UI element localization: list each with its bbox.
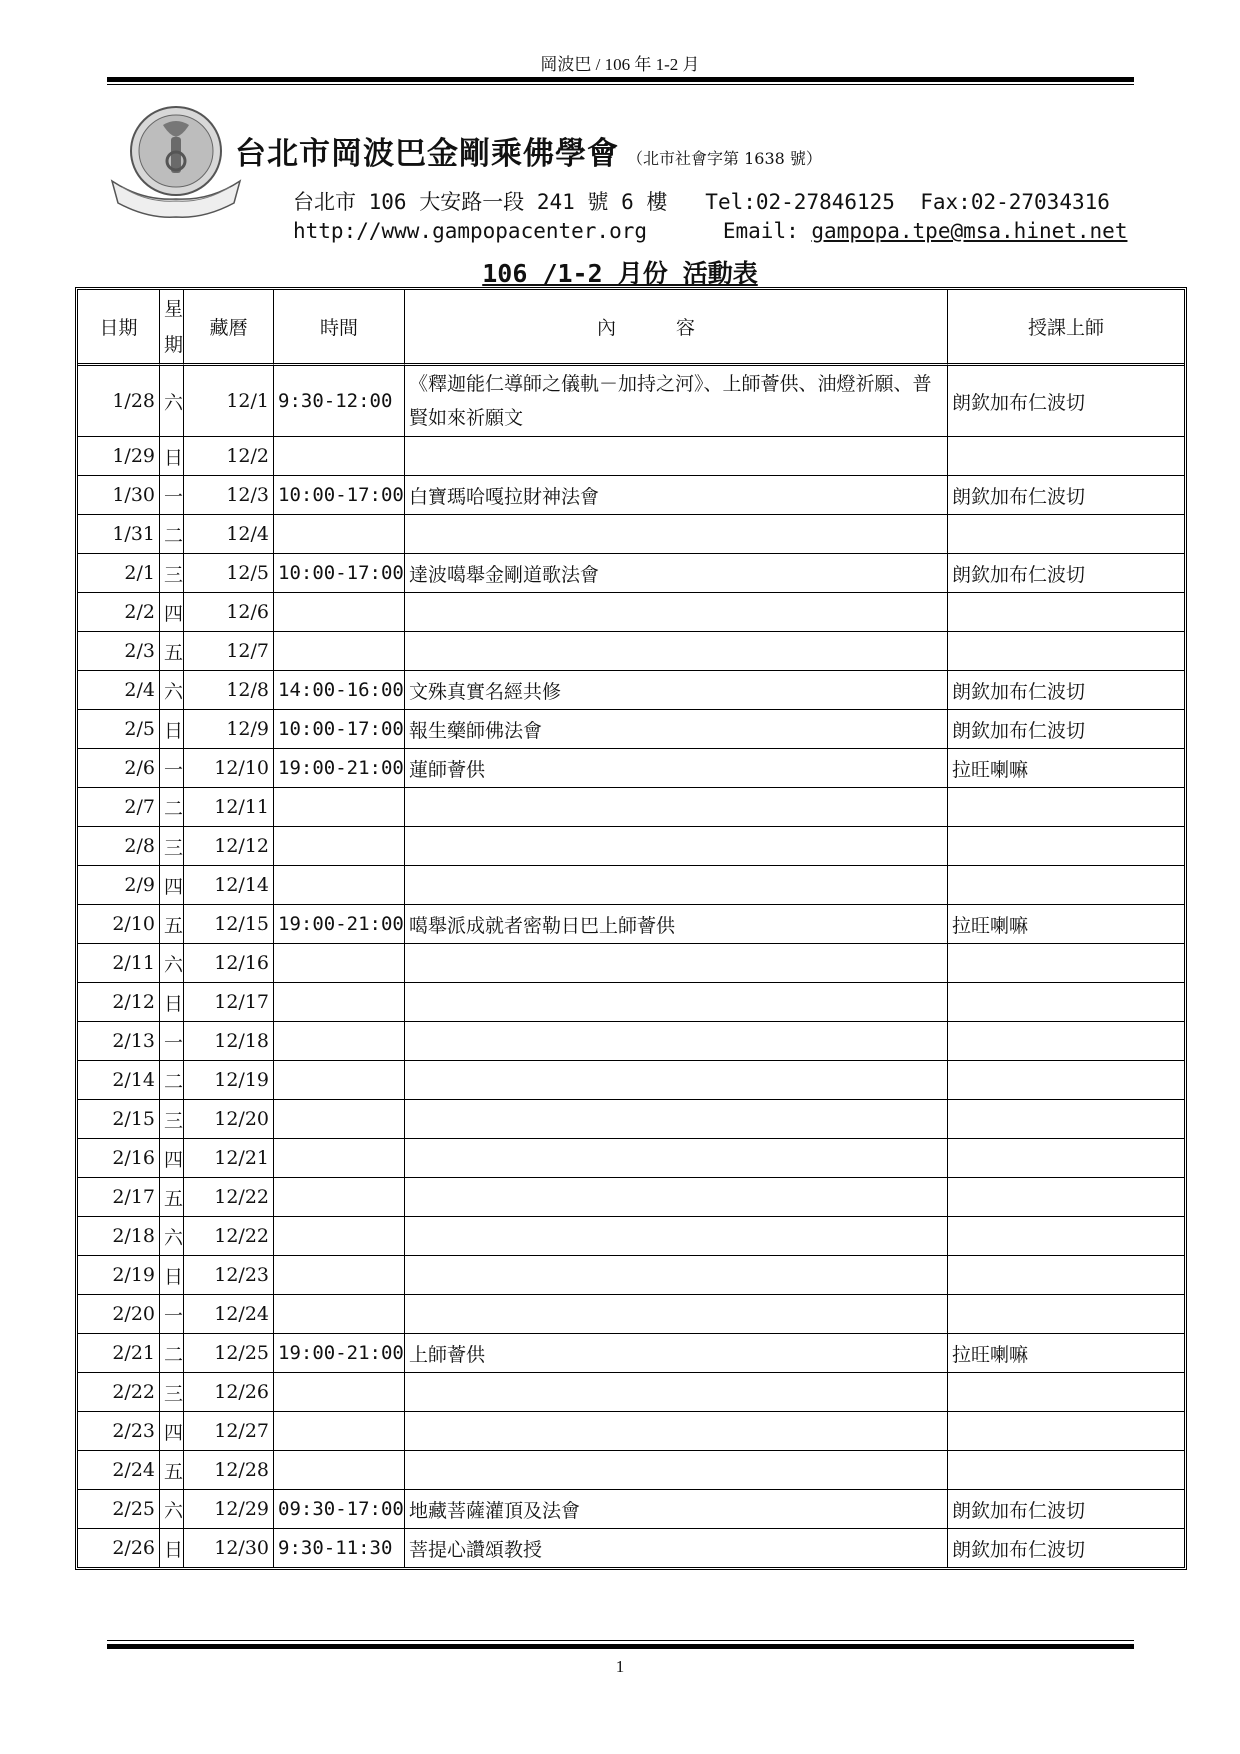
cell-teacher — [948, 632, 1184, 671]
table-row — [78, 944, 1184, 983]
cell-teacher: 朗欽加布仁波切 — [948, 366, 1184, 437]
cell-content: 菩提心讚頌教授 — [405, 1529, 948, 1567]
cell-date: 2/11 — [78, 944, 160, 983]
table-row — [78, 1022, 1184, 1061]
cell-content: 地藏菩薩灌頂及法會 — [405, 1490, 948, 1529]
cell-content — [405, 437, 948, 476]
cell-weekday: 一 — [160, 476, 184, 515]
cell-time — [274, 1373, 405, 1412]
website-link[interactable]: http://www.gampopacenter.org — [293, 219, 648, 243]
cell-time: 09:30-17:00 — [274, 1490, 405, 1529]
cell-content: 達波噶舉金剛道歌法會 — [405, 554, 948, 593]
cell-content: 《釋迦能仁導師之儀軌－加持之河》、上師薈供、油燈祈願、普賢如來祈願文 — [405, 366, 948, 437]
cell-tibetan-date: 12/18 — [184, 1022, 274, 1061]
cell-content — [405, 1100, 948, 1139]
cell-date: 2/5 — [78, 710, 160, 749]
cell-time — [274, 1256, 405, 1295]
organization-name-text: 台北市岡波巴金剛乘佛學會 — [235, 136, 619, 172]
cell-tibetan-date: 12/7 — [184, 632, 274, 671]
cell-time: 9:30-12:00 — [274, 366, 405, 437]
cell-content: 蓮師薈供 — [405, 749, 948, 788]
gampopa-logo — [108, 103, 248, 225]
cell-tibetan-date: 12/20 — [184, 1100, 274, 1139]
cell-content: 文殊真實名經共修 — [405, 671, 948, 710]
cell-time — [274, 1295, 405, 1334]
cell-date: 2/8 — [78, 827, 160, 866]
cell-tibetan-date: 12/16 — [184, 944, 274, 983]
cell-date: 2/7 — [78, 788, 160, 827]
cell-tibetan-date: 12/2 — [184, 437, 274, 476]
cell-date: 1/31 — [78, 515, 160, 554]
cell-content — [405, 944, 948, 983]
table-row — [78, 905, 1184, 944]
cell-weekday: 六 — [160, 1217, 184, 1256]
cell-time: 19:00-21:00 — [274, 749, 405, 788]
cell-teacher — [948, 866, 1184, 905]
cell-tibetan-date: 12/5 — [184, 554, 274, 593]
cell-teacher — [948, 1139, 1184, 1178]
table-row — [78, 1412, 1184, 1451]
table-row — [78, 1178, 1184, 1217]
cell-time — [274, 1451, 405, 1490]
cell-date: 2/16 — [78, 1139, 160, 1178]
cell-weekday: 二 — [160, 1061, 184, 1100]
cell-teacher — [948, 437, 1184, 476]
cell-tibetan-date: 12/6 — [184, 593, 274, 632]
cell-weekday: 四 — [160, 1412, 184, 1451]
cell-teacher — [948, 515, 1184, 554]
cell-tibetan-date: 12/4 — [184, 515, 274, 554]
cell-weekday: 五 — [160, 905, 184, 944]
cell-weekday: 日 — [160, 437, 184, 476]
cell-time — [274, 866, 405, 905]
table-row — [78, 1256, 1184, 1295]
cell-weekday: 三 — [160, 1373, 184, 1412]
header-rule-thin — [107, 84, 1134, 85]
cell-teacher — [948, 593, 1184, 632]
cell-content: 白寶瑪哈嘎拉財神法會 — [405, 476, 948, 515]
cell-tibetan-date: 12/26 — [184, 1373, 274, 1412]
cell-content — [405, 1412, 948, 1451]
table-row — [78, 1217, 1184, 1256]
cell-weekday: 三 — [160, 1100, 184, 1139]
cell-weekday: 五 — [160, 1451, 184, 1490]
table-row — [78, 593, 1184, 632]
table-row — [78, 1373, 1184, 1412]
cell-date: 2/9 — [78, 866, 160, 905]
cell-weekday: 三 — [160, 554, 184, 593]
cell-time: 10:00-17:00 — [274, 476, 405, 515]
cell-date: 2/6 — [78, 749, 160, 788]
cell-content — [405, 1022, 948, 1061]
table-row — [78, 827, 1184, 866]
cell-teacher — [948, 1100, 1184, 1139]
header-rule-thick — [107, 77, 1134, 82]
cell-teacher: 朗欽加布仁波切 — [948, 671, 1184, 710]
cell-teacher — [948, 944, 1184, 983]
cell-weekday: 日 — [160, 710, 184, 749]
cell-weekday: 日 — [160, 1256, 184, 1295]
cell-tibetan-date: 12/3 — [184, 476, 274, 515]
registration-number: （北市社會字第 1638 號） — [627, 149, 822, 168]
cell-teacher: 朗欽加布仁波切 — [952, 1538, 1086, 1561]
cell-weekday: 一 — [160, 1295, 184, 1334]
cell-time: 10:00-17:00 — [274, 710, 405, 749]
cell-content: 噶舉派成就者密勒日巴上師薈供 — [405, 905, 948, 944]
cell-time: 9:30-11:30 — [274, 1529, 405, 1567]
cell-content — [405, 827, 948, 866]
cell-tibetan-date: 12/29 — [184, 1490, 274, 1529]
cell-weekday: 五 — [160, 1178, 184, 1217]
cell-date: 2/10 — [78, 905, 160, 944]
cell-content — [405, 983, 948, 1022]
contact-line-1 — [293, 186, 1110, 216]
table-row — [78, 1139, 1184, 1178]
fax-text: Fax:02-27034316 — [920, 190, 1110, 214]
cell-teacher — [948, 1022, 1184, 1061]
cell-teacher — [948, 827, 1184, 866]
cell-time: 19:00-21:00 — [274, 1334, 405, 1373]
cell-tibetan-date: 12/28 — [184, 1451, 274, 1490]
table-row — [78, 632, 1184, 671]
header-content: 內容 — [405, 290, 948, 366]
cell-date: 2/1 — [78, 554, 160, 593]
cell-date: 2/14 — [78, 1061, 160, 1100]
cell-content — [405, 1451, 948, 1490]
cell-time — [274, 515, 405, 554]
cell-teacher: 拉旺喇嘛 — [948, 749, 1184, 788]
cell-teacher — [948, 1256, 1184, 1295]
cell-tibetan-date: 12/17 — [184, 983, 274, 1022]
cell-tibetan-date: 12/9 — [184, 710, 274, 749]
cell-date: 2/2 — [78, 593, 160, 632]
cell-content — [405, 1178, 948, 1217]
table-row — [78, 671, 1184, 710]
table-row — [78, 1529, 1184, 1567]
table-row — [78, 476, 1184, 515]
cell-tibetan-date: 12/27 — [184, 1412, 274, 1451]
table-row — [78, 749, 1184, 788]
cell-teacher — [948, 1373, 1184, 1412]
cell-date: 2/3 — [78, 632, 160, 671]
table-row — [78, 1490, 1184, 1529]
table-header-row — [78, 290, 1184, 366]
table-row — [78, 366, 1184, 437]
cell-weekday: 二 — [160, 788, 184, 827]
activity-schedule-table — [75, 287, 1187, 1570]
organization-name — [235, 128, 822, 173]
cell-teacher: 朗欽加布仁波切 — [948, 710, 1184, 749]
cell-tibetan-date: 12/21 — [184, 1139, 274, 1178]
cell-weekday: 二 — [160, 1334, 184, 1373]
cell-weekday: 六 — [160, 1490, 184, 1529]
cell-date: 1/29 — [78, 437, 160, 476]
cell-teacher — [948, 788, 1184, 827]
cell-time — [274, 1139, 405, 1178]
cell-tibetan-date: 12/12 — [184, 827, 274, 866]
cell-weekday: 六 — [160, 944, 184, 983]
cell-time — [274, 788, 405, 827]
table-row — [78, 983, 1184, 1022]
cell-teacher — [948, 1178, 1184, 1217]
cell-tibetan-date: 12/30 — [184, 1529, 274, 1567]
cell-date: 1/28 — [78, 366, 160, 437]
cell-tibetan-date: 12/22 — [184, 1178, 274, 1217]
cell-date: 2/23 — [78, 1412, 160, 1451]
cell-content: 報生藥師佛法會 — [405, 710, 948, 749]
table-row — [78, 1100, 1184, 1139]
header-time: 時間 — [274, 290, 405, 366]
table-row — [78, 710, 1184, 749]
cell-time — [274, 593, 405, 632]
email-link[interactable]: gampopa.tpe@msa.hinet.net — [811, 219, 1128, 243]
cell-date: 2/4 — [78, 671, 160, 710]
cell-time — [274, 437, 405, 476]
footer-rule-thick — [107, 1644, 1134, 1649]
cell-weekday: 一 — [160, 749, 184, 788]
table-row — [78, 1334, 1184, 1373]
cell-time — [274, 827, 405, 866]
cell-content — [405, 1256, 948, 1295]
cell-date: 2/25 — [78, 1490, 160, 1529]
cell-time — [274, 632, 405, 671]
cell-time: 14:00-16:00 — [274, 671, 405, 710]
cell-teacher: 朗欽加布仁波切 — [948, 1490, 1184, 1529]
cell-teacher — [948, 1412, 1184, 1451]
table-row — [78, 1061, 1184, 1100]
cell-weekday: 四 — [160, 866, 184, 905]
cell-date: 2/13 — [78, 1022, 160, 1061]
cell-tibetan-date: 12/14 — [184, 866, 274, 905]
schedule-body — [78, 366, 1184, 1567]
table-row — [78, 788, 1184, 827]
cell-date: 2/20 — [78, 1295, 160, 1334]
cell-tibetan-date: 12/10 — [184, 749, 274, 788]
header-weekday: 星期 — [160, 290, 184, 366]
cell-date: 2/24 — [78, 1451, 160, 1490]
cell-weekday: 一 — [160, 1022, 184, 1061]
cell-date: 2/26 — [78, 1529, 160, 1567]
cell-time — [274, 1100, 405, 1139]
cell-tibetan-date: 12/25 — [184, 1334, 274, 1373]
cell-teacher — [948, 983, 1184, 1022]
cell-tibetan-date: 12/23 — [184, 1256, 274, 1295]
cell-teacher — [948, 1295, 1184, 1334]
cell-time — [274, 944, 405, 983]
cell-teacher: 朗欽加布仁波切 — [948, 476, 1184, 515]
cell-content — [405, 866, 948, 905]
cell-tibetan-date: 12/15 — [184, 905, 274, 944]
table-row — [78, 1451, 1184, 1490]
header-tibetan-calendar: 藏曆 — [184, 290, 274, 366]
cell-teacher — [948, 1451, 1184, 1490]
email-label: Email: — [722, 219, 812, 243]
cell-content — [405, 1217, 948, 1256]
cell-weekday: 五 — [160, 632, 184, 671]
cell-date: 2/22 — [78, 1373, 160, 1412]
cell-weekday: 四 — [160, 593, 184, 632]
table-row — [78, 437, 1184, 476]
cell-tibetan-date: 12/1 — [184, 366, 274, 437]
cell-content — [405, 593, 948, 632]
cell-time — [274, 1412, 405, 1451]
cell-content — [405, 515, 948, 554]
table-row — [78, 866, 1184, 905]
cell-teacher — [948, 1061, 1184, 1100]
header-teacher: 授課上師 — [948, 290, 1184, 366]
cell-weekday: 六 — [160, 366, 184, 437]
footer-rule-thin — [107, 1640, 1134, 1641]
cell-content — [405, 632, 948, 671]
cell-date: 1/30 — [78, 476, 160, 515]
cell-content — [405, 1295, 948, 1334]
cell-tibetan-date: 12/11 — [184, 788, 274, 827]
cell-content — [405, 1061, 948, 1100]
cell-time — [274, 1022, 405, 1061]
cell-weekday: 六 — [160, 671, 184, 710]
cell-weekday: 四 — [160, 1139, 184, 1178]
table-row — [78, 1295, 1184, 1334]
cell-weekday: 三 — [160, 827, 184, 866]
cell-teacher: 朗欽加布仁波切 — [948, 554, 1184, 593]
running-header: 岡波巴 / 106 年 1-2 月 — [540, 55, 700, 74]
cell-time — [274, 1061, 405, 1100]
cell-date: 2/15 — [78, 1100, 160, 1139]
cell-time — [274, 983, 405, 1022]
tel-text: Tel:02-27846125 — [705, 190, 895, 214]
table-row — [78, 515, 1184, 554]
cell-date: 2/21 — [78, 1334, 160, 1373]
cell-tibetan-date: 12/24 — [184, 1295, 274, 1334]
cell-content — [405, 1373, 948, 1412]
cell-date: 2/19 — [78, 1256, 160, 1295]
cell-teacher — [948, 1217, 1184, 1256]
cell-date: 2/12 — [78, 983, 160, 1022]
cell-tibetan-date: 12/19 — [184, 1061, 274, 1100]
cell-time — [274, 1178, 405, 1217]
cell-time — [274, 1217, 405, 1256]
cell-content — [405, 1139, 948, 1178]
header-date: 日期 — [78, 290, 160, 366]
cell-tibetan-date: 12/8 — [184, 671, 274, 710]
cell-teacher: 拉旺喇嘛 — [948, 905, 1184, 944]
cell-weekday: 日 — [160, 1529, 184, 1567]
cell-time: 10:00-17:00 — [274, 554, 405, 593]
cell-teacher: 拉旺喇嘛 — [948, 1334, 1184, 1373]
cell-weekday: 日 — [160, 983, 184, 1022]
cell-date: 2/18 — [78, 1217, 160, 1256]
cell-date: 2/17 — [78, 1178, 160, 1217]
contact-line-2 — [293, 219, 1127, 243]
cell-tibetan-date: 12/22 — [184, 1217, 274, 1256]
cell-weekday: 二 — [160, 515, 184, 554]
address-text: 台北市 106 大安路一段 241 號 6 樓 — [293, 190, 668, 214]
table-row — [78, 554, 1184, 593]
schedule-title: 106 /1-2 月份 活動表 — [482, 259, 758, 288]
cell-content: 上師薈供 — [405, 1334, 948, 1373]
cell-time: 19:00-21:00 — [274, 905, 405, 944]
page-number: 1 — [615, 1657, 625, 1676]
cell-content — [405, 788, 948, 827]
